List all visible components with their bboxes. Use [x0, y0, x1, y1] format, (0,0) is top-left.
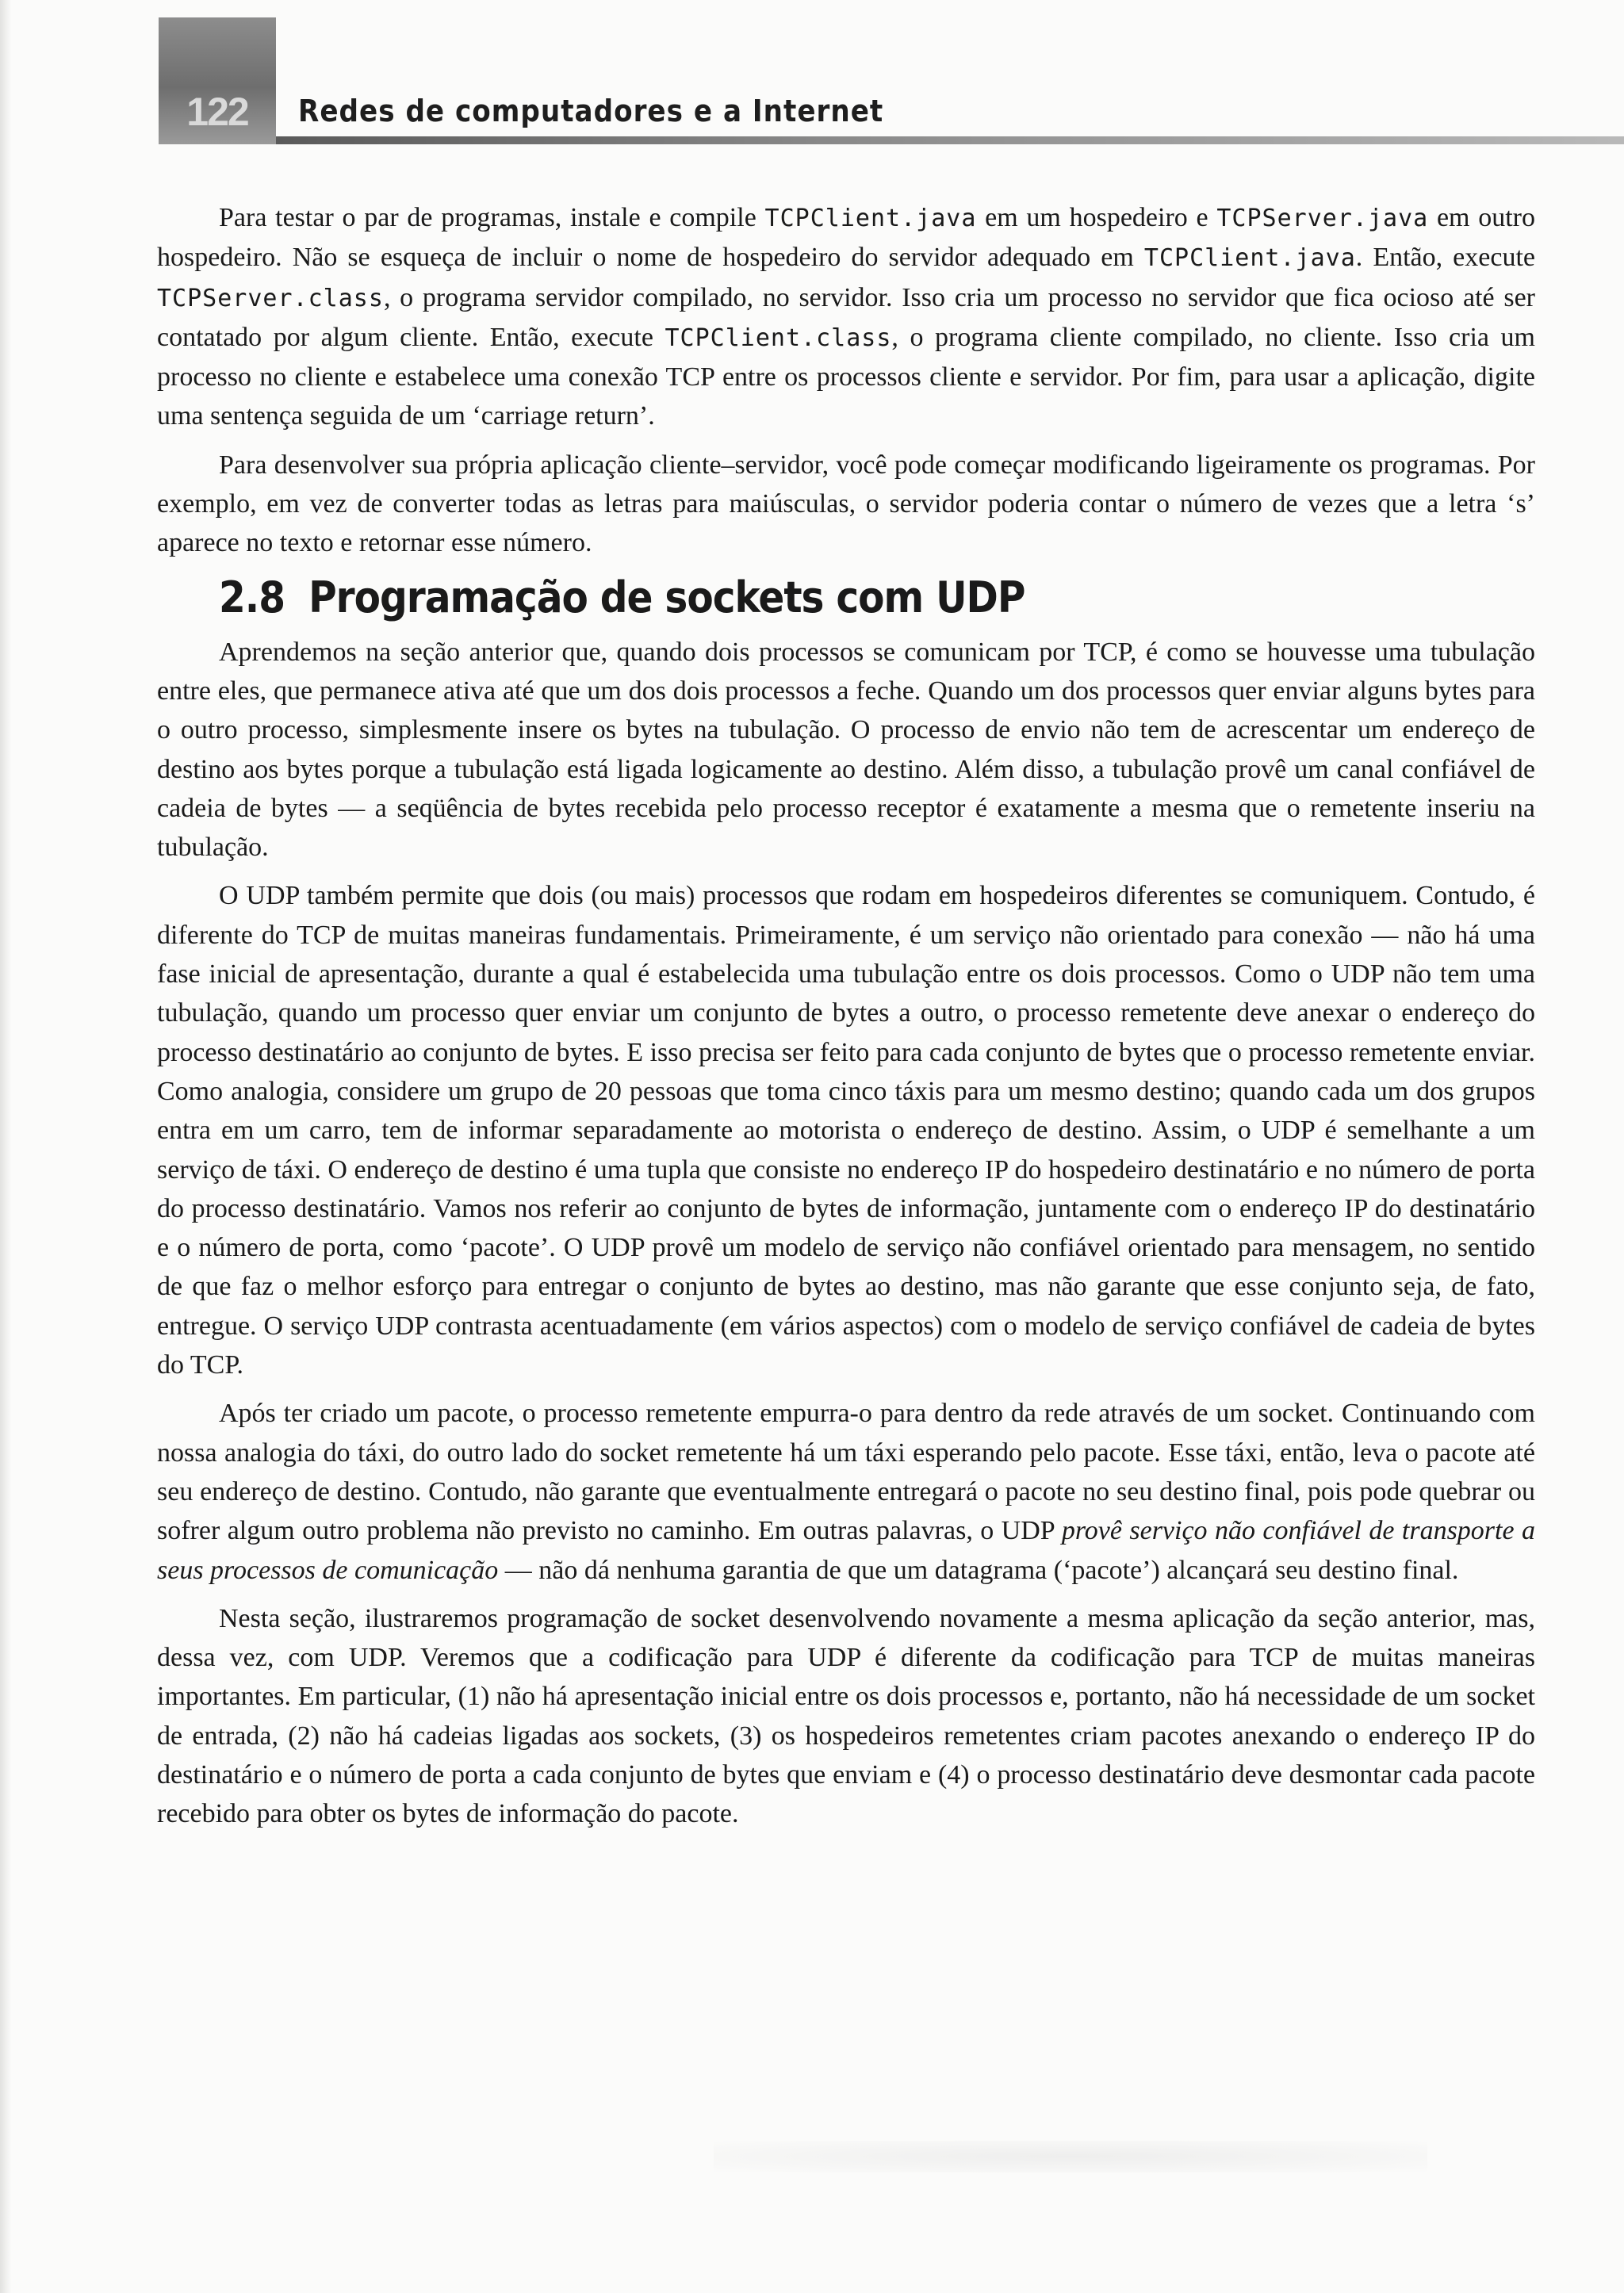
text-run: Após ter criado um pacote, o processo remetente empurra-o para dentro da rede através de um socket. Continuando com nossa analogia do táxi, do outro lado do socket remetente há um táxi esperando pelo pacote. Esse táxi, então, leva o pacote até seu endereço de destino. Contudo, não garante que eventualmente entregará o pacote no seu destino final, pois pode quebrar ou sofrer algum outro problema não previsto no caminho. Em outras palavras, o UDP [157, 1399, 1535, 1546]
code-tcpclient-java: TCPClient.java [1143, 244, 1356, 273]
text-run: . Então, execute [1355, 243, 1535, 273]
code-tcpclient-class: TCPClient.class [665, 323, 892, 352]
paragraph-udp-socket [157, 1394, 1535, 1589]
paragraph-own-application: Para desenvolver sua própria aplicação cliente–servidor, você pode começar modificando ligeiramente os programas. Por exemplo, em vez de converter todas as letras para maiúsculas, o servidor poderia contar o número de vezes que a letra ‘s’ aparece no texto e retornar esse número. [157, 450, 1535, 558]
running-title: Redes de computadores e a Internet [298, 94, 884, 128]
code-tcpclient-java: TCPClient.java [764, 205, 977, 232]
text-run: em outro hospedeiro. Não se esqueça de incluir o nome de hospedeiro do servidor adequado em [157, 203, 1535, 273]
text-run: , o programa cliente compilado, no cliente. Isso cria um processo no cliente e estabelece uma conexão TCP entre os processos cliente e servidor. Por fim, para usar a aplicação, digite uma sentença seguida de um ‘carriage return’. [157, 322, 1535, 431]
bleed-through-smudge [714, 2141, 1427, 2172]
text-run: — não dá nenhuma garantia de que um datagrama (‘pacote’) alcançará seu destino final. [498, 1555, 1459, 1585]
paragraph-tcp-recap: Aprendemos na seção anterior que, quando dois processos se comunicam por TCP, é como se houvesse uma tubulação entre eles, que permanece ativa até que um dos dois processos a feche. Quando um dos processos quer enviar alguns bytes para o outro processo, simplesmente insere os bytes na tubulação. O processo de envio não tem de acrescentar um endereço de destino aos bytes porque a tubulação está ligada logicamente ao destino. Além disso, a tubulação provê um canal confiável de cadeia de bytes — a seqüência de bytes recebida pelo processo receptor é exatamente a mesma que o remetente inseriu na tubulação. [157, 637, 1535, 863]
text-run: em um hospedeiro e [976, 203, 1217, 232]
paragraph-section-overview: Nesta seção, ilustraremos programação de socket desenvolvendo novamente a mesma aplicação da seção anterior, mas, dessa vez, com UDP. Veremos que a codificação para UDP é diferente da codificação para TCP de muitas maneiras importantes. Em particular, (1) não há apresentação inicial entre os dois processos e, portanto, não há necessidade de um socket de entrada, (2) não há cadeias ligadas aos sockets, (3) os hospedeiros remetentes criam pacotes anexando o endereço IP do destinatário e o número de porta a cada conjunto de bytes que enviam e (4) o processo destinatário deve desmontar cada pacote recebido para obter os bytes de informação do pacote. [157, 1603, 1535, 1829]
scan-edge [0, 0, 11, 2293]
paragraph-test-programs [157, 198, 1535, 436]
page-body [157, 198, 1535, 1834]
code-tcpserver-class: TCPServer.class [157, 284, 384, 312]
section-title: Programação de sockets com UDP [308, 572, 1025, 622]
page-number: 122 [186, 90, 248, 134]
paragraph-udp-intro: O UDP também permite que dois (ou mais) processos que rodam em hospedeiros diferentes se comuniquem. Contudo, é diferente do TCP de muitas maneiras fundamentais. Primeiramente, é um serviço não orientado para conexão — não há uma fase inicial de apresentação, durante a qual é estabelecida uma tubulação entre os dois processos. Como o UDP não tem uma tubulação, quando um processo quer enviar um conjunto de bytes a outro, o processo remetente deve anexar o endereço do processo destinatário ao conjunto de bytes. E isso precisa ser feito para cada conjunto de bytes que o processo remetente enviar. Como analogia, considere um grupo de 20 pessoas que toma cinco táxis para um mesmo destino; quando cada um dos grupos entra em um carro, tem de informar separadamente ao motorista o endereço de destino. Assim, o UDP é semelhante a um serviço de táxi. O endereço de destino é uma tupla que consiste no endereço IP do hospedeiro destinatário e no número de porta do processo destinatário. Vamos nos referir ao conjunto de bytes de informação, juntamente com o endereço IP do destinatário e o número de porta, como ‘pacote’. O UDP provê um modelo de serviço não confiável orientado para mensagem, no sentido de que faz o melhor esforço para entregar o conjunto de bytes ao destino, mas não garante que esse conjunto seja, de fato, entregue. O serviço UDP contrasta acentuadamente (em vários aspectos) com o modelo de serviço confiável de cadeia de bytes do TCP. [157, 881, 1535, 1380]
page-header [159, 17, 1624, 146]
header-rule [276, 136, 1624, 144]
section-number: 2.8 [219, 572, 285, 622]
text-run: Para testar o par de programas, instale e compile [219, 203, 765, 232]
text-run: , o programa servidor compilado, no servidor. Isso cria um processo no servidor que fica ocioso até ser contatado por algum cliente. Então, execute [157, 282, 1535, 352]
page-number-box [159, 17, 276, 144]
emphasis-text: provê serviço não confiável de transporte a seus processos de comunicação [157, 1516, 1535, 1585]
section-heading [157, 572, 1535, 623]
code-tcpserver-java: TCPServer.java [1216, 205, 1429, 232]
